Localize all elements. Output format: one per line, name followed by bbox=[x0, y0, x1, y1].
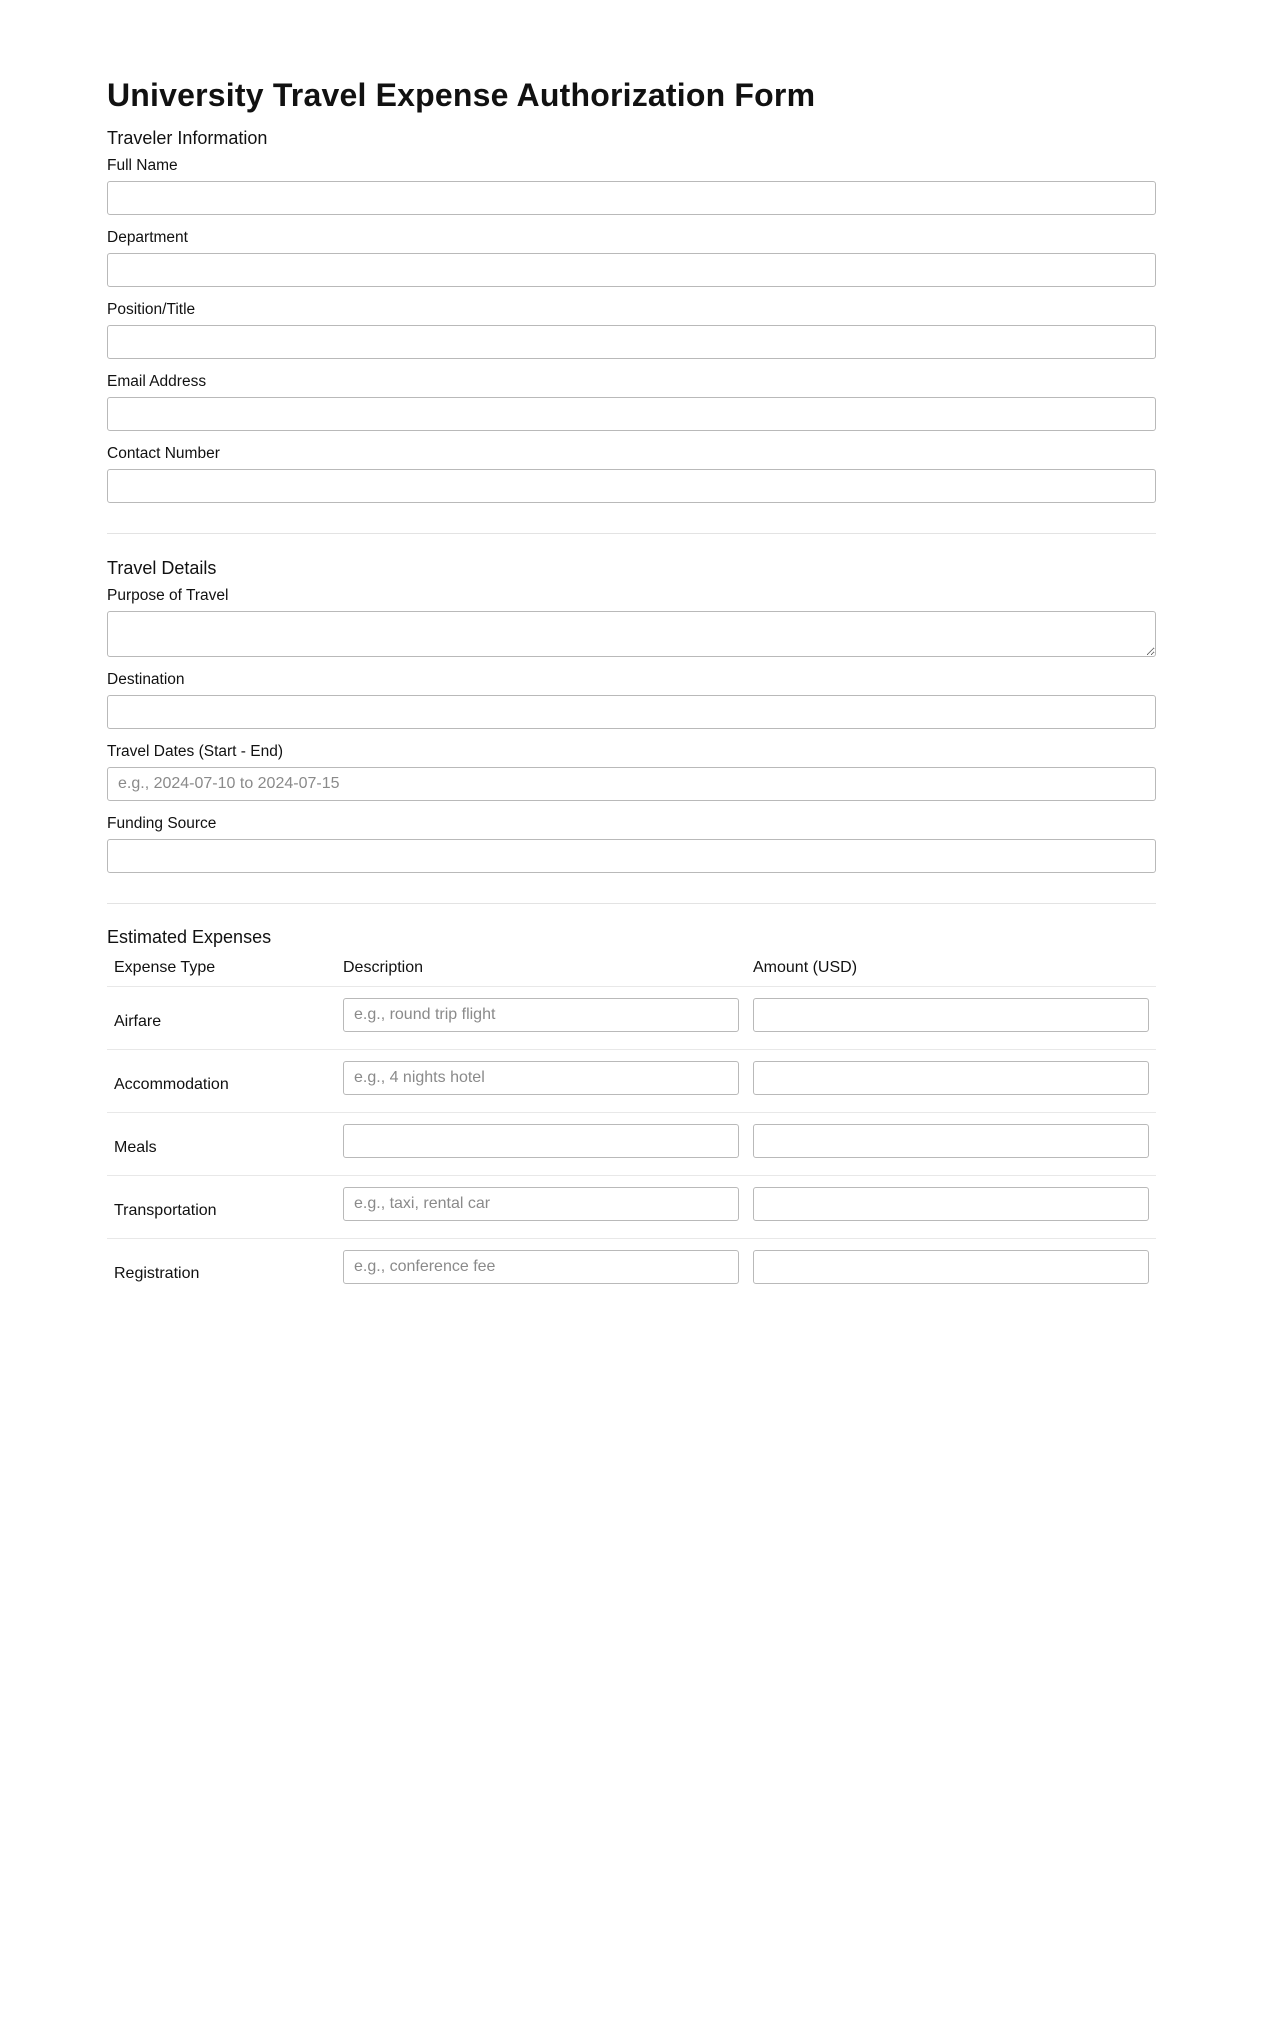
destination-input[interactable] bbox=[107, 695, 1156, 729]
expenses-table bbox=[107, 950, 1156, 1301]
column-header-description: Description bbox=[336, 950, 746, 986]
airfare-amount-input[interactable] bbox=[753, 998, 1149, 1032]
funding-source-label: Funding Source bbox=[107, 815, 217, 832]
transportation-amount-input[interactable] bbox=[753, 1187, 1149, 1221]
funding-source-input[interactable] bbox=[107, 839, 1156, 873]
table-row bbox=[107, 1112, 1156, 1175]
contact-number-input[interactable] bbox=[107, 469, 1156, 503]
form-title: University Travel Expense Authorization Form bbox=[107, 77, 816, 113]
accommodation-description-input[interactable] bbox=[343, 1061, 739, 1095]
description-cell bbox=[336, 1238, 746, 1301]
email-address-input[interactable] bbox=[107, 397, 1156, 431]
meals-description-input[interactable] bbox=[343, 1124, 739, 1158]
section-heading-estimated-expenses: Estimated Expenses bbox=[107, 927, 272, 947]
description-cell bbox=[336, 986, 746, 1049]
full-name-label: Full Name bbox=[107, 157, 178, 174]
table-row bbox=[107, 1238, 1156, 1301]
transportation-description-input[interactable] bbox=[343, 1187, 739, 1221]
expense-type-transportation: Transportation bbox=[107, 1175, 336, 1238]
column-header-expense-type: Expense Type bbox=[107, 950, 336, 986]
email-address-label: Email Address bbox=[107, 373, 207, 390]
position-title-input[interactable] bbox=[107, 325, 1156, 359]
amount-cell bbox=[746, 986, 1156, 1049]
registration-amount-input[interactable] bbox=[753, 1250, 1149, 1284]
airfare-description-input[interactable] bbox=[343, 998, 739, 1032]
description-cell bbox=[336, 1049, 746, 1112]
registration-description-input[interactable] bbox=[343, 1250, 739, 1284]
department-input[interactable] bbox=[107, 253, 1156, 287]
section-heading-traveler-info: Traveler Information bbox=[107, 128, 268, 148]
table-row bbox=[107, 1175, 1156, 1238]
expense-type-airfare: Airfare bbox=[107, 986, 336, 1049]
amount-cell bbox=[746, 1112, 1156, 1175]
full-name-input[interactable] bbox=[107, 181, 1156, 215]
section-divider bbox=[107, 533, 1156, 534]
purpose-of-travel-textarea[interactable] bbox=[107, 611, 1156, 657]
description-cell bbox=[336, 1175, 746, 1238]
meals-amount-input[interactable] bbox=[753, 1124, 1149, 1158]
contact-number-label: Contact Number bbox=[107, 445, 220, 462]
description-cell bbox=[336, 1112, 746, 1175]
accommodation-amount-input[interactable] bbox=[753, 1061, 1149, 1095]
position-title-label: Position/Title bbox=[107, 301, 196, 318]
section-heading-travel-details: Travel Details bbox=[107, 558, 217, 578]
column-header-amount: Amount (USD) bbox=[746, 950, 1156, 986]
table-header-row bbox=[107, 950, 1156, 986]
table-row bbox=[107, 986, 1156, 1049]
department-label: Department bbox=[107, 229, 188, 246]
table-row bbox=[107, 1049, 1156, 1112]
expense-type-meals: Meals bbox=[107, 1112, 336, 1175]
purpose-of-travel-label: Purpose of Travel bbox=[107, 587, 229, 604]
expense-type-accommodation: Accommodation bbox=[107, 1049, 336, 1112]
section-divider bbox=[107, 903, 1156, 904]
travel-dates-input[interactable] bbox=[107, 767, 1156, 801]
travel-dates-label: Travel Dates (Start - End) bbox=[107, 743, 284, 760]
amount-cell bbox=[746, 1175, 1156, 1238]
amount-cell bbox=[746, 1049, 1156, 1112]
expense-type-registration: Registration bbox=[114, 1264, 200, 1282]
amount-cell bbox=[746, 1238, 1156, 1301]
destination-label: Destination bbox=[107, 671, 185, 688]
